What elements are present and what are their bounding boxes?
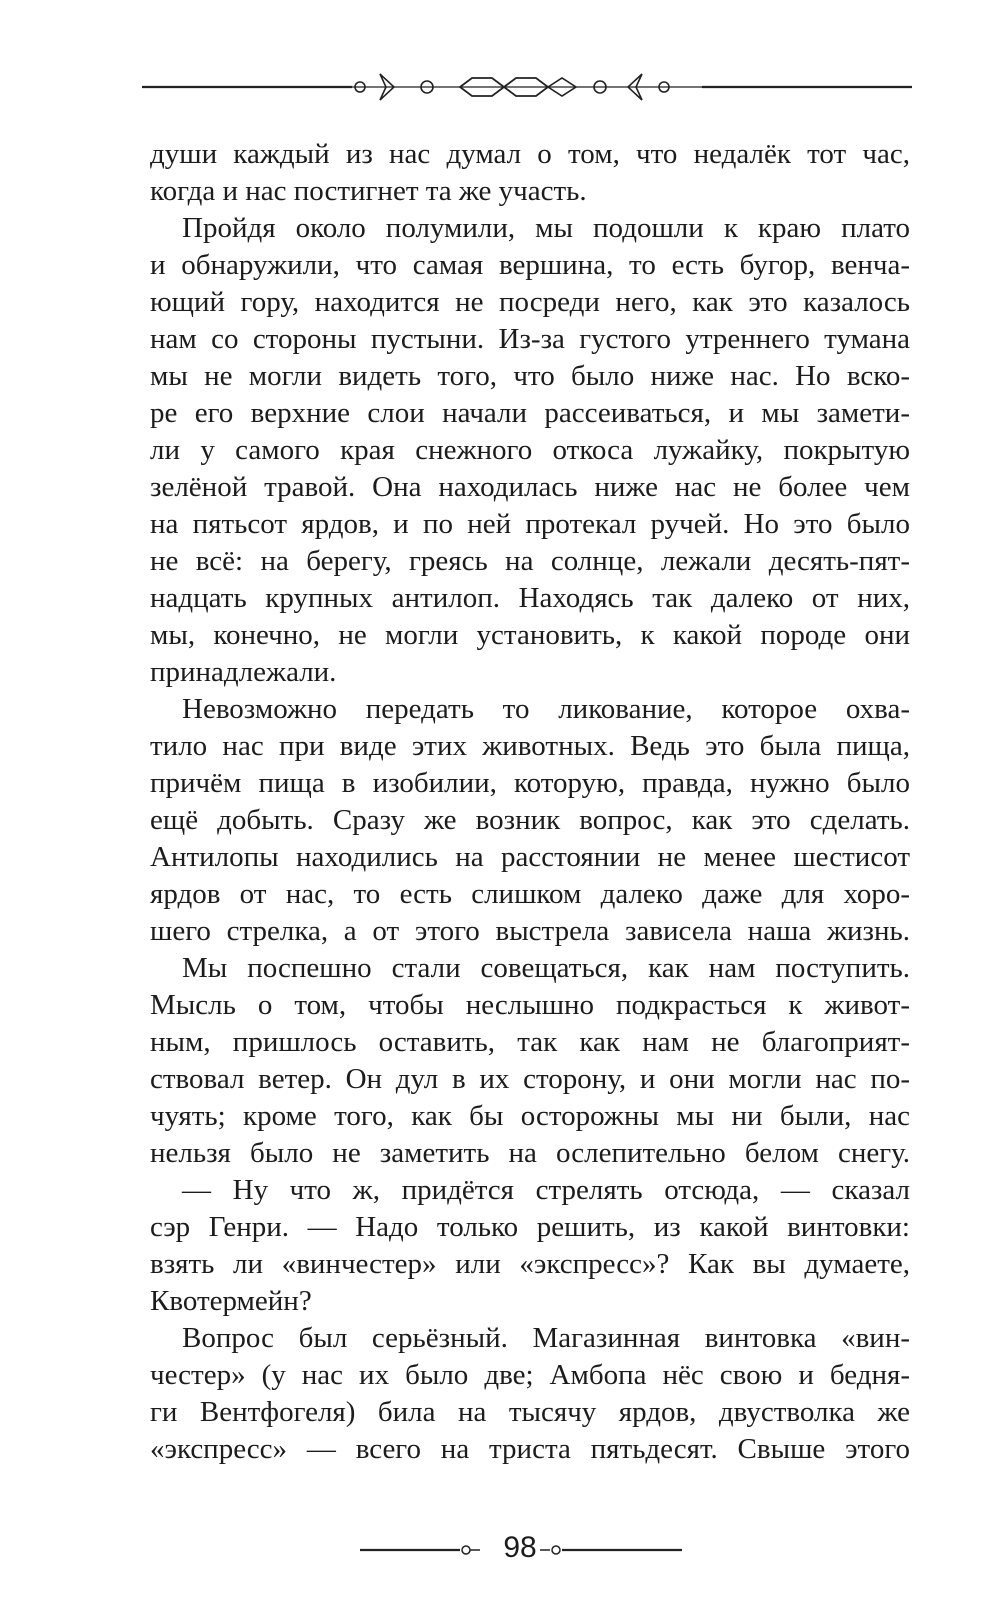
paragraph-first-line: Вопрос был серьёзный. Магазинная винтовка «вин- xyxy=(182,1322,910,1354)
text-line: Антилопы находились на расстоянии не менее шестисот xyxy=(150,841,910,873)
text-line: мы, конечно, не могли установить, к какой породе они xyxy=(150,619,910,651)
text-line: шего стрелка, а от этого выстрела зависела наша жизнь. xyxy=(150,915,910,947)
text-line: Квотермейн? xyxy=(150,1285,312,1317)
text-line: принадлежали. xyxy=(150,656,337,688)
text-line: Мысль о том, чтобы неслышно подкрасться к живот- xyxy=(150,989,910,1021)
text-line: причём пища в изобилии, которую, правда, нужно было xyxy=(150,767,910,799)
text-line: ющий гору, находится не посреди него, как это казалось xyxy=(150,286,910,318)
text-line: ным, пришлось оставить, так как нам не благоприят- xyxy=(150,1026,910,1058)
text-line: не всё: на берегу, греясь на солнце, лежали десять-пят- xyxy=(150,545,910,577)
text-line: ги Вентфогеля) била на тысячу ярдов, двустволка же xyxy=(150,1396,910,1428)
page-number: 98 xyxy=(503,1531,537,1564)
text-line: ре его верхние слои начали рассеиваться, и мы замети- xyxy=(150,397,910,429)
text-line: ствовал ветер. Он дул в их сторону, и они могли нас по- xyxy=(150,1063,910,1095)
text-line: надцать крупных антилоп. Находясь так далеко от них, xyxy=(150,582,910,614)
text-line: чуять; кроме того, как бы осторожны мы ни были, нас xyxy=(150,1100,910,1132)
page-footer xyxy=(0,1528,1000,1568)
text-line: честер» (у нас их было две; Амбопа нёс свою и бедня- xyxy=(150,1359,910,1391)
text-line: мы не могли видеть того, что было ниже нас. Но вско- xyxy=(150,360,910,392)
text-line: взять ли «винчестер» или «экспресс»? Как вы думаете, xyxy=(150,1248,910,1280)
body-text xyxy=(150,136,910,1468)
paragraph-first-line: Невозможно передать то ликование, которое охва- xyxy=(182,693,910,725)
paragraph-first-line: Мы поспешно стали совещаться, как нам поступить. xyxy=(182,952,910,984)
paragraph-first-line: — Ну что ж, придётся стрелять отсюда, — сказал xyxy=(182,1174,910,1206)
text-line: нельзя было не заметить на ослепительно белом снегу. xyxy=(150,1137,910,1169)
text-line: и обнаружили, что самая вершина, то есть бугор, венча- xyxy=(150,249,910,281)
text-line: нам со стороны пустыни. Из-за густого утреннего тумана xyxy=(150,323,910,355)
text-line: зелёной травой. Она находилась ниже нас не более чем xyxy=(150,471,910,503)
text-line: сэр Генри. — Надо только решить, из какой винтовки: xyxy=(150,1211,910,1243)
text-line: тило нас при виде этих животных. Ведь это была пища, xyxy=(150,730,910,762)
text-line: души каждый из нас думал о том, что недалёк тот час, xyxy=(150,138,910,170)
text-line: ещё добыть. Сразу же возник вопрос, как это сделать. xyxy=(150,804,910,836)
text-line: «экспресс» — всего на триста пятьдесят. Свыше этого xyxy=(150,1433,910,1465)
text-line: ли у самого края снежного откоса лужайку, покрытую xyxy=(150,434,910,466)
text-line: на пятьсот ярдов, и по ней протекал ручей. Но это было xyxy=(150,508,910,540)
text-line: когда и нас постигнет та же участь. xyxy=(150,175,587,207)
header-ornament-divider xyxy=(142,62,912,112)
text-line: ярдов от нас, то есть слишком далеко даже для хоро- xyxy=(150,878,910,910)
paragraph-first-line: Пройдя около полумили, мы подошли к краю плато xyxy=(182,212,910,244)
